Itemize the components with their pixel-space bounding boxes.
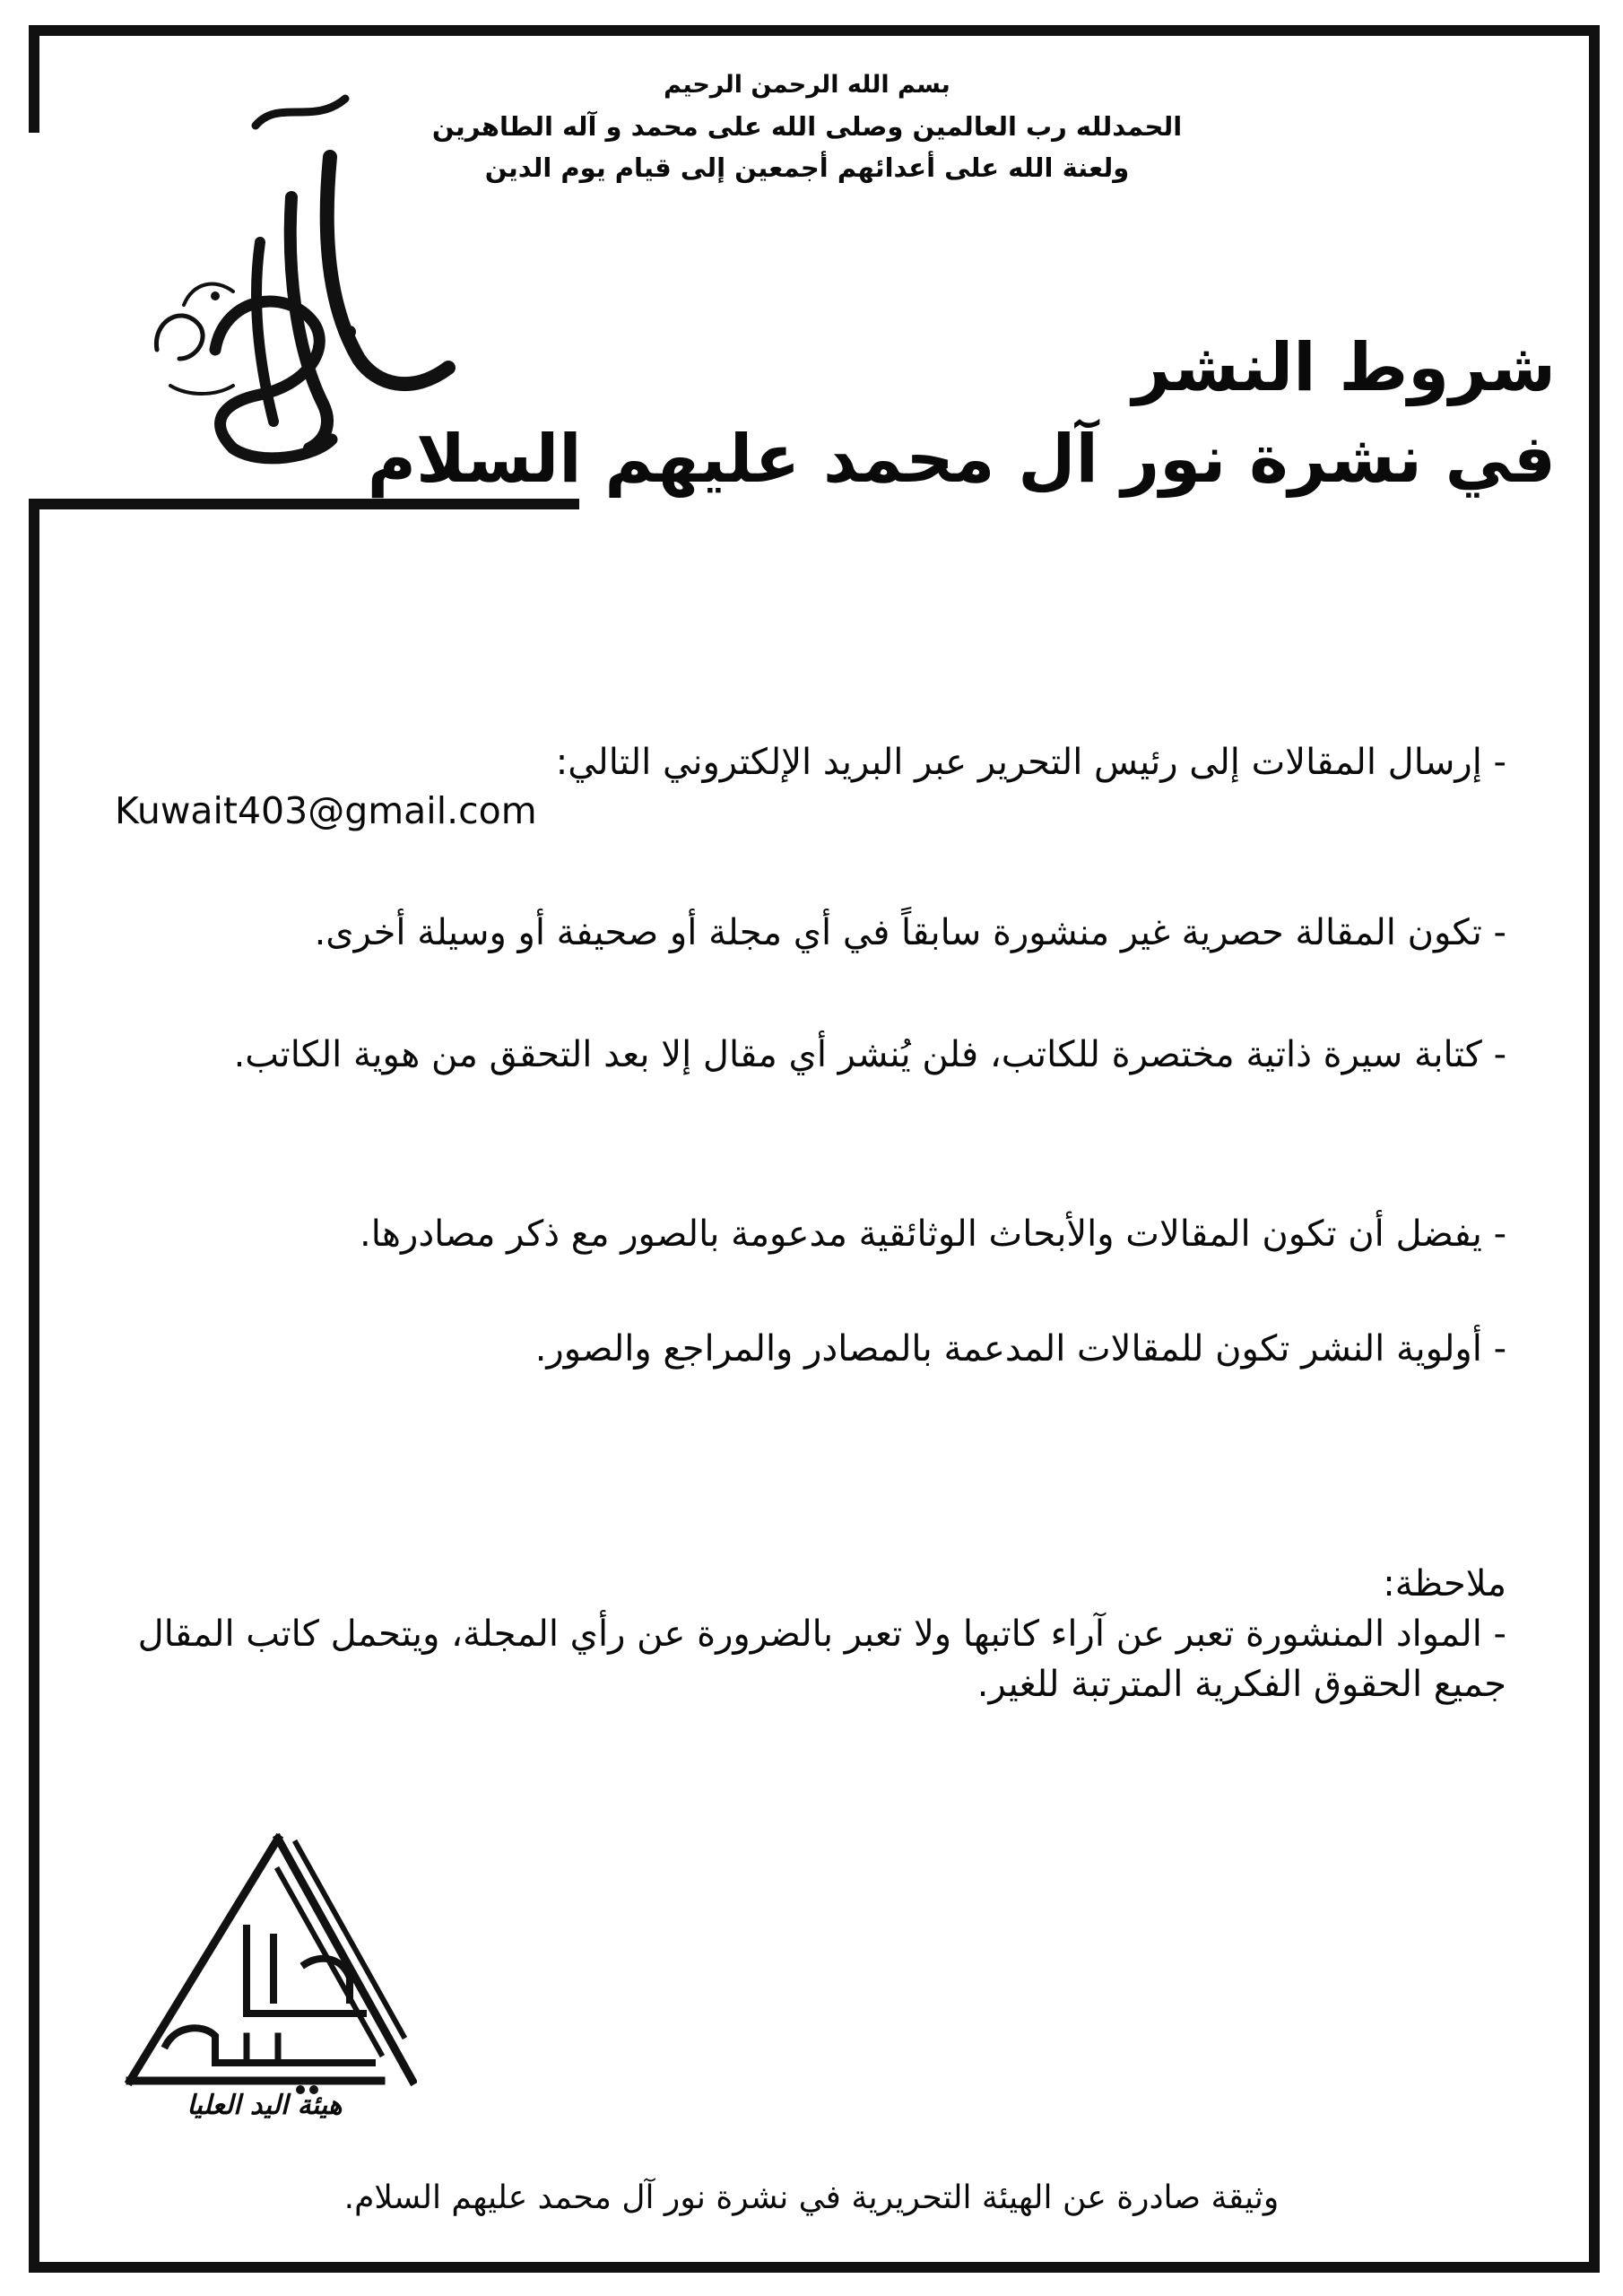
condition-5-text: - أولوية النشر تكون للمقالات المدعمة بالمصادر والمراجع والصور. xyxy=(534,1328,1506,1370)
frame-right-border xyxy=(1589,25,1600,2273)
title-line-1: شروط النشر xyxy=(1132,329,1556,406)
al-yad-caption: هيئة اليد العليا xyxy=(187,2090,343,2121)
frame-bottom-border xyxy=(29,2262,1600,2273)
lana-text: ولعنة الله على أعدائهم أجمعين إلى قيام يوم الدين xyxy=(484,152,1130,183)
frame-left-border xyxy=(29,499,39,2273)
condition-5 xyxy=(112,1324,1506,1374)
condition-4-text: - يفضل أن تكون المقالات والأبحاث الوثائقية مدعومة بالصور مع ذكر مصادرها. xyxy=(360,1213,1506,1255)
condition-3-text: - كتابة سيرة ذاتية مختصرة للكاتب، فلن يُنشر أي مقال إلا بعد التحقق من هوية الكاتب. xyxy=(233,1034,1506,1075)
condition-3 xyxy=(112,1030,1506,1080)
frame-left-border-top xyxy=(29,25,39,133)
condition-2-text: - تكون المقالة حصرية غير منشورة سابقاً في أي مجلة أو صحيفة أو وسيلة أخرى. xyxy=(314,912,1506,953)
condition-1-text: - إرسال المقالات إلى رئيس التحرير عبر البريد الإلكتروني التالي: xyxy=(555,742,1506,783)
note-label: ملاحظة: xyxy=(1383,1563,1506,1605)
note-text: - المواد المنشورة تعبر عن آراء كاتبها ولا تعبر بالضرورة عن رأي المجلة، ويتحمل كاتب المقال جميع الحقوق الفكرية المترتبة للغير. xyxy=(137,1613,1506,1705)
condition-2 xyxy=(112,908,1506,958)
frame-top-border xyxy=(29,25,1600,36)
condition-1 xyxy=(112,737,1506,787)
header-invocation xyxy=(350,65,1264,188)
basmala-text: بسم الله الرحمن الرحيم xyxy=(664,71,950,99)
document-footer: وثيقة صادرة عن الهيئة التحريرية في نشرة نور آل محمد عليهم السلام. xyxy=(343,2179,1280,2216)
hamd-text: الحمدلله رب العالمين وصلى الله على محمد و آله الطاهرين xyxy=(431,111,1183,142)
al-yad-al-ulya-logo xyxy=(112,1821,417,2117)
title-line-2: في نشرة نور آل محمد عليهم السلام xyxy=(367,421,1556,498)
note-section xyxy=(112,1559,1506,1709)
email-address[interactable]: Kuwait403@gmail.com xyxy=(115,789,537,832)
condition-4 xyxy=(112,1209,1506,1259)
page-title xyxy=(368,323,1556,506)
